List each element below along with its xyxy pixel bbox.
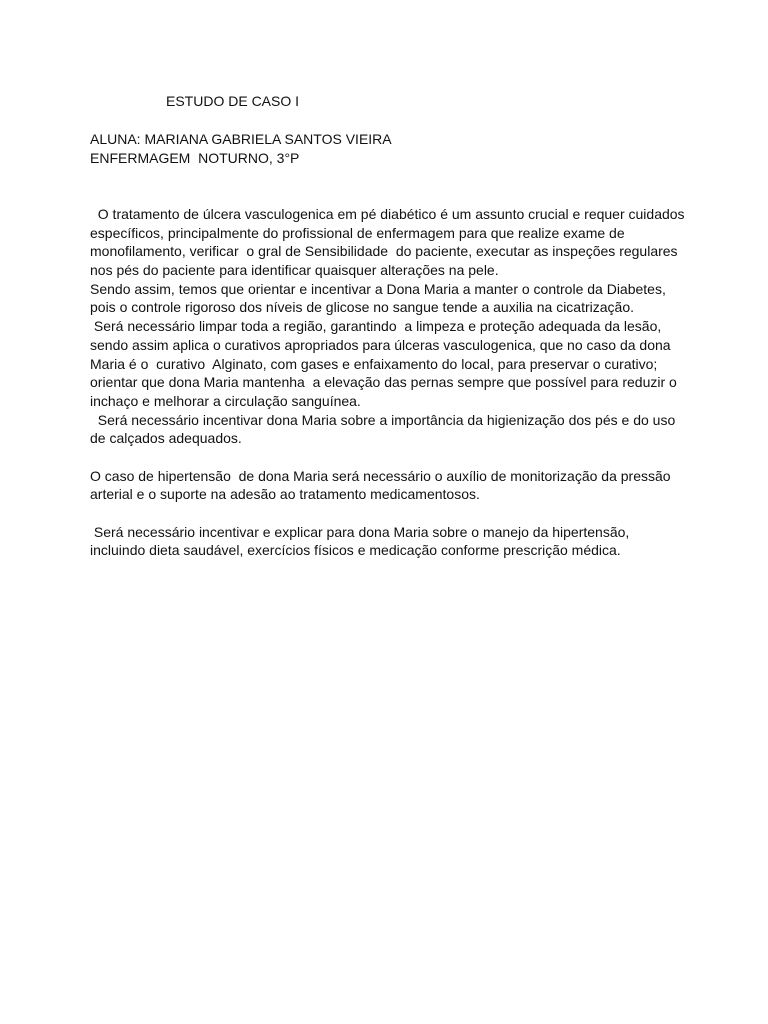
body-line: Sendo assim, temos que orientar e incentivar a Dona Maria a manter o controle da Diabetes,: [90, 280, 666, 297]
body-line: O caso de hipertensão de dona Maria será necessário o auxílio de monitorização da pressão: [90, 467, 671, 484]
body-line: Será necessário limpar toda a região, garantindo a limpeza e proteção adequada da lesão,: [90, 318, 662, 335]
document-title: ESTUDO DE CASO I: [166, 93, 300, 109]
body-line: Será necessário incentivar dona Maria sobre a importância da higienização dos pés e do uso: [90, 411, 676, 428]
body-line: monofilamento, verificar o gral de Sensibilidade do paciente, executar as inspeções regulares: [90, 243, 678, 260]
student-name: ALUNA: MARIANA GABRIELA SANTOS VIEIRA: [90, 131, 392, 147]
student-info: [90, 130, 392, 167]
document-body: [90, 205, 690, 560]
body-line: específicos, principalmente do profissional de enfermagem para que realize exame de: [90, 224, 625, 241]
blank-line: [90, 504, 690, 523]
body-line: arterial e o suporte na adesão ao tratamento medicamentosos.: [90, 486, 480, 503]
body-line: Será necessário incentivar e explicar para dona Maria sobre o manejo da hipertensão,: [90, 523, 630, 540]
body-line: nos pés do paciente para identificar quaisquer alterações na pele.: [90, 262, 499, 279]
blank-line: [90, 448, 690, 467]
body-line: inchaço e melhorar a circulação sanguínea.: [90, 392, 361, 409]
body-line: incluindo dieta saudável, exercícios físicos e medicação conforme prescrição médica.: [90, 542, 621, 559]
body-line: Maria é o curativo Alginato, com gases e enfaixamento do local, para preservar o curativo;: [90, 355, 658, 372]
body-line: pois o controle rigoroso dos níveis de glicose no sangue tende a auxilia na cicatrização.: [90, 299, 634, 316]
body-line: de calçados adequados.: [90, 430, 242, 447]
body-line: orientar que dona Maria mantenha a elevação das pernas sempre que possível para reduzir o: [90, 374, 677, 391]
body-line: O tratamento de úlcera vasculogenica em pé diabético é um assunto crucial e requer cuidados: [90, 206, 685, 222]
course-info: ENFERMAGEM NOTURNO, 3°P: [90, 149, 300, 166]
body-line: sendo assim aplica o curativos apropriados para úlceras vasculogenica, que no caso da dona: [90, 336, 671, 353]
